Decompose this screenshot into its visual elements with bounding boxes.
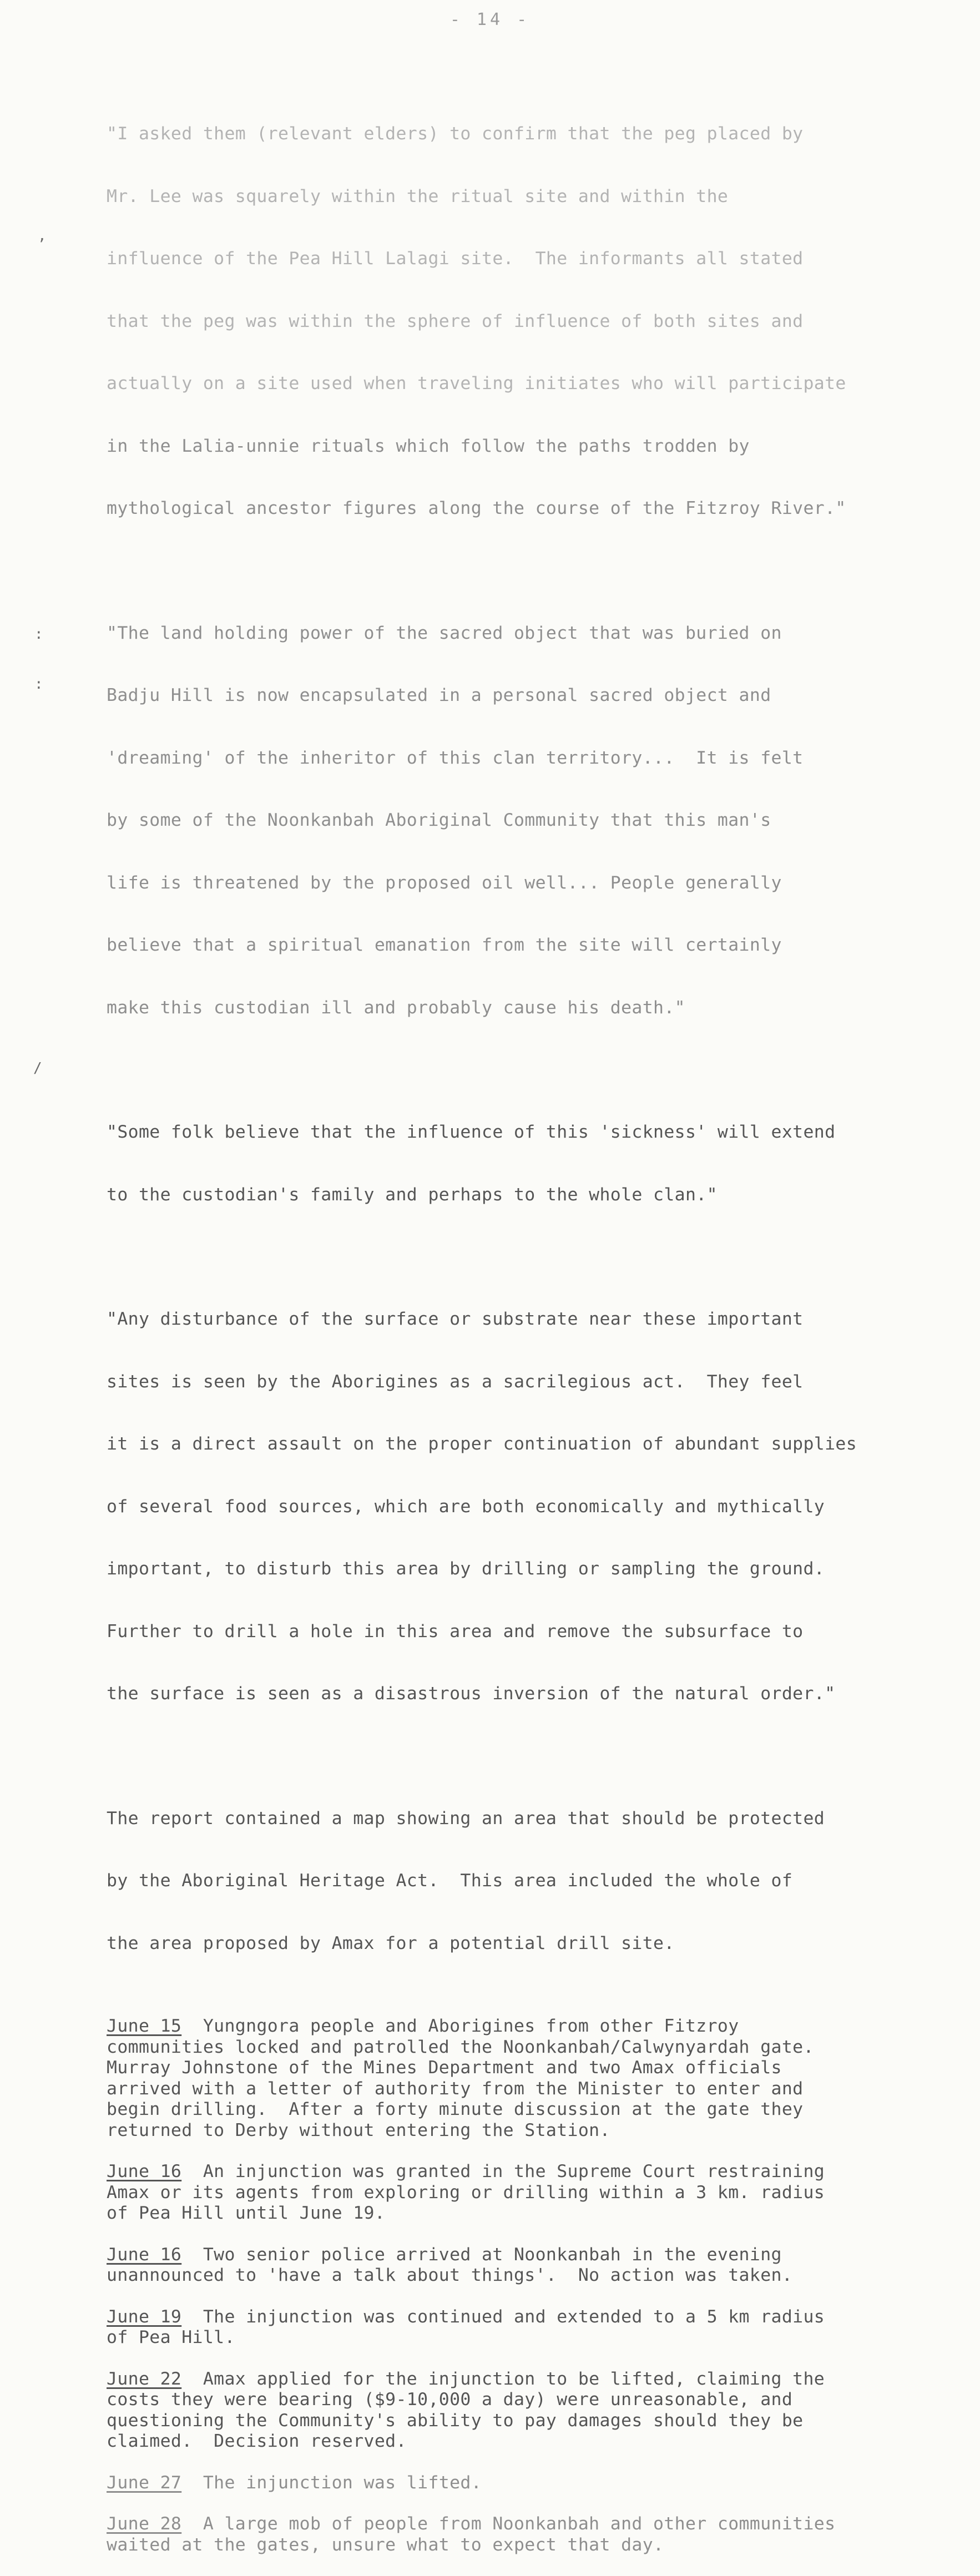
text-line: life is threatened by the proposed oil well... People generally: [107, 872, 782, 893]
text-line: influence of the Pea Hill Lalagi site. The informants all stated: [107, 249, 804, 269]
entry-date: June 22: [107, 2368, 182, 2389]
text-line: the surface is seen as a disastrous inversion of the natural order.": [107, 1684, 836, 1704]
quote-paragraph-1: [107, 82, 972, 561]
chronology-entry-june-19: [107, 2307, 972, 2348]
text-line: begin drilling. After a forty minute discussion at the gate they: [107, 2099, 804, 2119]
entry-text: The injunction was continued and extended to a 5 km radius: [181, 2306, 825, 2327]
chronology-entry-june-16-a: [107, 2161, 972, 2224]
text-line: "Some folk believe that the influence of this 'sickness' will extend: [107, 1122, 836, 1142]
entry-date: June 16: [107, 2244, 182, 2265]
text-line: questioning the Community's ability to pay damages should they be: [107, 2410, 804, 2431]
quote-paragraph-2: [107, 582, 972, 1060]
text-line: claimed. Decision reserved.: [107, 2431, 407, 2451]
text-line: sites is seen by the Aborigines as a sacrilegious act. They feel: [107, 1371, 804, 1392]
quote-paragraph-4: [107, 1267, 972, 1746]
document-body: [107, 82, 972, 2576]
margin-mark: /: [33, 1060, 42, 1077]
text-line: believe that a spiritual emanation from the site will certainly: [107, 935, 782, 955]
text-line: that the peg was within the sphere of influence of both sites and: [107, 311, 804, 331]
chronology-entry-june-22: [107, 2369, 972, 2452]
text-line: waited at the gates, unsure what to expect that day.: [107, 2534, 664, 2555]
text-line: in the Lalia-unnie rituals which follow the paths trodden by: [107, 436, 750, 456]
entry-text: The injunction was lifted.: [181, 2472, 482, 2493]
text-line: Further to drill a hole in this area and remove the subsurface to: [107, 1621, 804, 1641]
text-line: "The land holding power of the sacred object that was buried on: [107, 623, 782, 643]
text-line: of Pea Hill.: [107, 2327, 235, 2347]
quote-paragraph-3: [107, 1080, 972, 1247]
text-line: the area proposed by Amax for a potential drill site.: [107, 1933, 675, 1953]
text-line: "Any disturbance of the surface or substrate near these important: [107, 1309, 804, 1329]
text-line: costs they were bearing ($9-10,000 a day) were unreasonable, and: [107, 2390, 793, 2410]
text-line: The report contained a map showing an area that should be protected: [107, 1808, 825, 1829]
text-line: unannounced to 'have a talk about things'. No action was taken.: [107, 2265, 793, 2285]
text-line: by the Aboriginal Heritage Act. This area included the whole of: [107, 1871, 793, 1891]
text-line: 'dreaming' of the inheritor of this clan territory... It is felt: [107, 747, 804, 768]
text-line: communities locked and patrolled the Noonkanbah/Calwynyardah gate.: [107, 2037, 814, 2057]
text-line: mythological ancestor figures along the course of the Fitzroy River.": [107, 498, 846, 518]
entry-date: June 19: [107, 2306, 182, 2327]
chronology-entry-june-28: [107, 2514, 972, 2555]
entry-text: An injunction was granted in the Supreme Court restraining: [181, 2161, 825, 2181]
chronology-entry-june-16-b: [107, 2245, 972, 2286]
text-line: make this custodian ill and probably cause his death.": [107, 997, 685, 1018]
margin-mark: ,: [38, 228, 47, 244]
text-line: actually on a site used when traveling initiates who will participate: [107, 373, 846, 393]
entry-text: Yungngora people and Aborigines from other Fitzroy: [181, 2016, 739, 2036]
text-line: by some of the Noonkanbah Aboriginal Community that this man's: [107, 810, 771, 830]
margin-mark: :: [34, 676, 43, 693]
text-line: Amax or its agents from exploring or drilling within a 3 km. radius: [107, 2182, 825, 2203]
chronology-entry-june-27: [107, 2473, 972, 2494]
entry-date: June 28: [107, 2514, 182, 2534]
text-line: arrived with a letter of authority from the Minister to enter and: [107, 2078, 804, 2099]
text-line: important, to disturb this area by drilling or sampling the ground.: [107, 1559, 825, 1579]
chronology-entry-june-15: [107, 2016, 972, 2141]
page-number: - 14 -: [449, 10, 531, 29]
text-line: Mr. Lee was squarely within the ritual site and within the: [107, 186, 729, 206]
entry-date: June 15: [107, 2016, 182, 2036]
entry-date: June 16: [107, 2161, 182, 2181]
text-line: returned to Derby without entering the Station.: [107, 2120, 610, 2140]
text-line: Murray Johnstone of the Mines Department and two Amax officials: [107, 2058, 782, 2078]
report-paragraph: [107, 1767, 972, 1996]
entry-text: Two senior police arrived at Noonkanbah in the evening: [181, 2244, 782, 2265]
text-line: it is a direct assault on the proper continuation of abundant supplies: [107, 1434, 857, 1454]
text-line: of several food sources, which are both economically and mythically: [107, 1496, 825, 1517]
entry-text: Amax applied for the injunction to be lifted, claiming the: [181, 2368, 825, 2389]
margin-mark: :: [34, 626, 43, 643]
entry-date: June 27: [107, 2472, 182, 2493]
text-line: to the custodian's family and perhaps to the whole clan.": [107, 1184, 718, 1205]
text-line: Badju Hill is now encapsulated in a personal sacred object and: [107, 685, 771, 705]
text-line: of Pea Hill until June 19.: [107, 2203, 386, 2223]
text-line: "I asked them (relevant elders) to confirm that the peg placed by: [107, 124, 804, 144]
entry-text: A large mob of people from Noonkanbah and other communities: [181, 2514, 836, 2534]
